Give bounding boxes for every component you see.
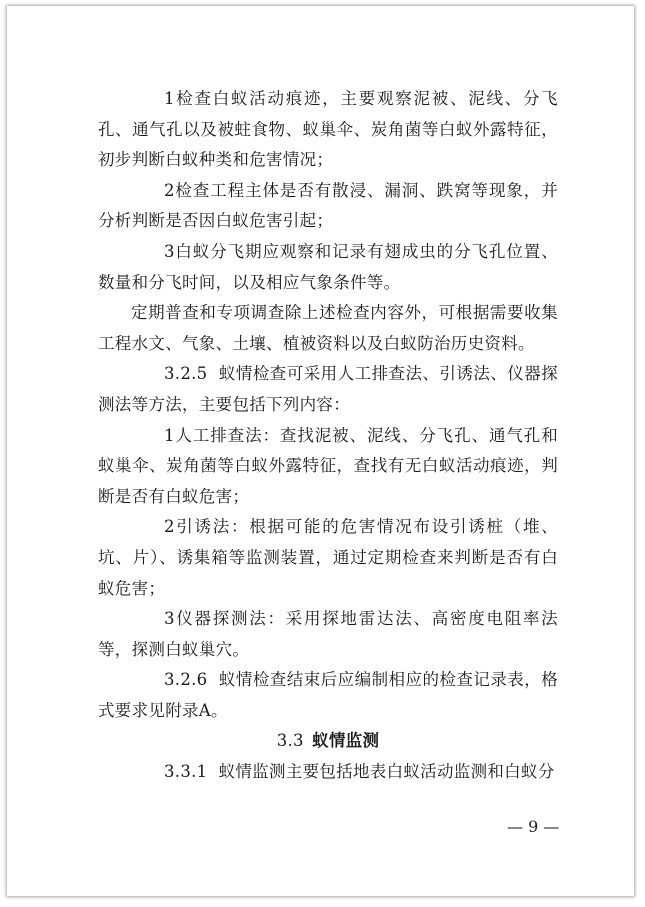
paragraph-item-1 bbox=[98, 84, 558, 176]
paragraph-text: 检查白蚁活动痕迹，主要观察泥被、泥线、分飞孔、通气孔以及被蛀食物、蚁巢伞、炭角菌等白蚁外露特征，初步判断白蚁种类和危害情况； bbox=[98, 89, 558, 170]
paragraph-number: 3 bbox=[164, 609, 175, 629]
paragraph-number: 3 bbox=[164, 241, 175, 261]
paragraph-number: 2 bbox=[164, 180, 175, 200]
paragraph-text: 仪器探测法：采用探地雷达法、高密度电阻率法等，探测白蚁巢穴。 bbox=[98, 609, 558, 659]
paragraph-text: 引诱法：根据可能的危害情况布设引诱桩（堆、坑、片）、诱集箱等监测装置，通过定期检查来判断是否有白蚁危害； bbox=[98, 517, 558, 598]
clause-3-2-6 bbox=[98, 665, 558, 726]
paragraph-text: 蚁情检查结束后应编制相应的检查记录表，格式要求见附录A。 bbox=[98, 670, 559, 720]
section-title-text: 蚁情监测 bbox=[312, 731, 380, 751]
section-number: 3.3 bbox=[276, 731, 304, 751]
paragraph-number: 1 bbox=[164, 425, 175, 445]
paragraph-number: 2 bbox=[164, 517, 175, 537]
paragraph-text: 检查工程主体是否有散浸、漏洞、跌窝等现象，并分析判断是否因白蚁危害引起； bbox=[98, 180, 558, 231]
section-heading bbox=[98, 726, 558, 757]
paragraph-number: 1 bbox=[164, 89, 175, 108]
paragraph-item-lure bbox=[98, 512, 558, 604]
clause-3-3-1 bbox=[98, 757, 558, 788]
paragraph-item-3 bbox=[98, 237, 558, 298]
paragraph-text: 蚁情检查可采用人工排查法、引诱法、仪器探测法等方法，主要包括下列内容： bbox=[98, 364, 559, 414]
paragraph-item-2 bbox=[98, 176, 558, 237]
paragraph-text: 白蚁分飞期应观察和记录有翅成虫的分飞孔位置、数量和分飞时间，以及相应气象条件等。 bbox=[98, 241, 558, 292]
clause-3-2-5 bbox=[98, 359, 558, 420]
paragraph-text: 人工排查法：查找泥被、泥线、分飞孔、通气孔和蚁巢伞、炭角菌等白蚁外露特征，查找有无白蚁活动痕迹，判断是否有白蚁危害； bbox=[98, 425, 558, 506]
page-number: — 9 — bbox=[507, 817, 560, 836]
document-page bbox=[7, 6, 634, 896]
clause-number: 3.2.5 bbox=[164, 364, 208, 384]
paragraph-note bbox=[98, 298, 558, 359]
paragraph-item-manual bbox=[98, 421, 558, 513]
paragraph-item-instrument bbox=[98, 604, 558, 665]
document-body bbox=[98, 84, 558, 788]
clause-number: 3.3.1 bbox=[164, 762, 208, 782]
paragraph-text: 定期普查和专项调查除上述检查内容外，可根据需要收集工程水文、气象、土壤、植被资料以及白蚁防治历史资料。 bbox=[98, 303, 558, 353]
clause-number: 3.2.6 bbox=[164, 670, 208, 690]
paragraph-text: 蚁情监测主要包括地表白蚁活动监测和白蚁分 bbox=[218, 762, 555, 782]
